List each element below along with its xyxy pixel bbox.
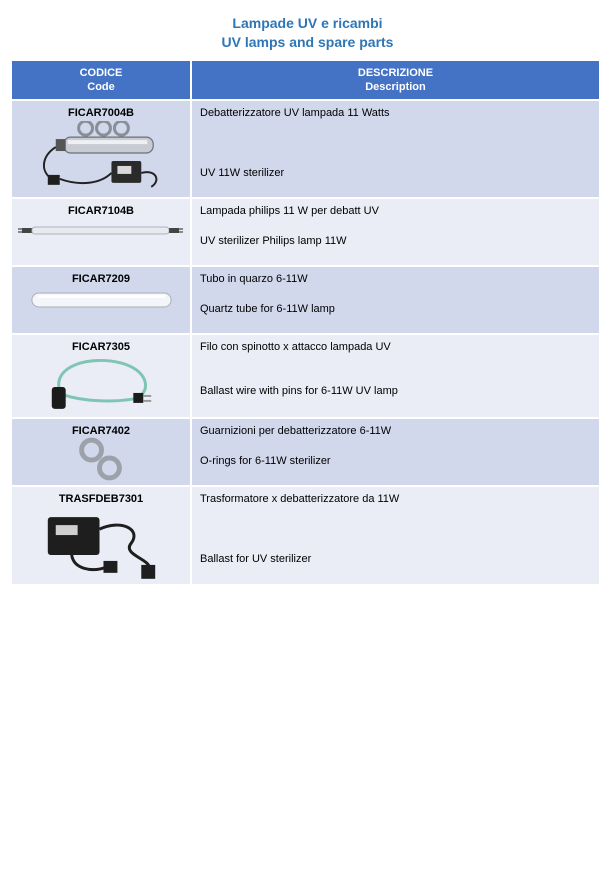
description-english: O-rings for 6-11W sterilizer (200, 455, 331, 467)
description-italian: Guarnizioni per debatterizzatore 6-11W (200, 425, 392, 437)
product-code: FICAR7104B (67, 205, 135, 217)
code-cell (12, 334, 191, 418)
description-english: Ballast for UV sterilizer (200, 553, 312, 565)
description-italian: Filo con spinotto x attacco lampada UV (200, 341, 391, 353)
ballast-transformer-image (12, 509, 190, 583)
product-code: FICAR7305 (71, 341, 131, 353)
ballast-wire-image (12, 355, 190, 413)
page-title (0, 14, 615, 52)
uv-sterilizer-image (12, 121, 190, 193)
description-cell (191, 418, 599, 486)
table-header (12, 61, 599, 100)
description-cell (191, 486, 599, 584)
description-english: Quartz tube for 6-11W lamp (200, 303, 335, 315)
code-cell (12, 100, 191, 198)
product-code: TRASFDEB7301 (58, 493, 144, 505)
table-row (12, 334, 599, 418)
uv-lamp-image (12, 223, 190, 237)
description-english: UV sterilizer Philips lamp 11W (200, 235, 347, 247)
description-cell (191, 266, 599, 334)
code-cell (12, 418, 191, 486)
parts-table (12, 61, 599, 584)
description-italian: Debatterizzatore UV lampada 11 Watts (200, 107, 390, 119)
product-code: FICAR7209 (71, 273, 131, 285)
header-code-en: Code (87, 81, 115, 93)
description-italian: Trasformatore x debatterizzatore da 11W (200, 493, 400, 505)
table-row (12, 100, 599, 198)
header-code (12, 61, 191, 100)
description-cell (191, 100, 599, 198)
product-code: FICAR7004B (67, 107, 135, 119)
description-cell (191, 198, 599, 266)
title-italian: Lampade UV e ricambi (232, 15, 383, 31)
code-cell (12, 486, 191, 584)
description-italian: Tubo in quarzo 6-11W (200, 273, 308, 285)
code-cell (12, 266, 191, 334)
description-cell (191, 334, 599, 418)
header-desc-it: DESCRIZIONE (357, 67, 434, 79)
product-code: FICAR7402 (71, 425, 131, 437)
quartz-tube-image (12, 289, 190, 311)
description-english: Ballast wire with pins for 6-11W UV lamp (200, 385, 398, 397)
table-row (12, 266, 599, 334)
description-english: UV 11W sterilizer (200, 167, 285, 179)
o-rings-image (12, 437, 190, 483)
table-row (12, 418, 599, 486)
header-code-it: CODICE (79, 67, 123, 79)
table-row (12, 486, 599, 584)
title-english: UV lamps and spare parts (221, 34, 394, 50)
code-cell (12, 198, 191, 266)
description-italian: Lampada philips 11 W per debatt UV (200, 205, 379, 217)
header-desc-en: Description (365, 81, 426, 93)
header-description (191, 61, 599, 100)
table-row (12, 198, 599, 266)
